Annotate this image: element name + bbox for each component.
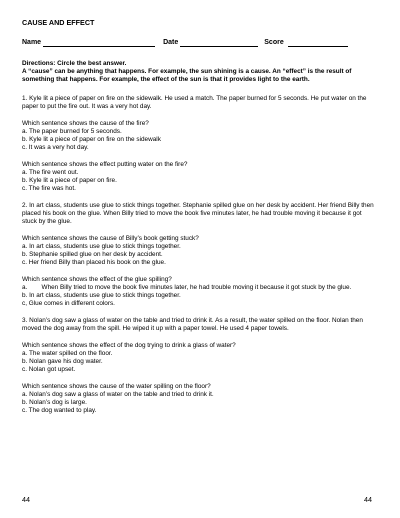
score-field[interactable] (288, 39, 348, 47)
directions-heading: Directions: Circle the best answer. (22, 60, 127, 67)
passage-3: 3. Nolan’s dog saw a glass of water on the table and tried to drink it. As a result, the water spilled on the floor. Nolan then moved the dog away from the spill. He wiped it up with a paper towel. He used 4 paper towels. (22, 317, 363, 332)
name-field[interactable] (43, 39, 155, 47)
directions (22, 60, 378, 84)
header-row (22, 38, 378, 47)
answer-option[interactable]: a. In art class, students use glue to stick things together. (22, 243, 181, 250)
answer-option[interactable]: a. Nolan’s dog saw a glass of water on the table and tried to drink it. (22, 391, 214, 398)
question-3 (22, 235, 378, 267)
answer-option[interactable]: b. In art class, students use glue to stick things together. (22, 292, 181, 299)
answer-option[interactable]: b. Nolan’s dog is large. (22, 399, 87, 406)
answer-option[interactable]: b. Nolan gave his dog water. (22, 358, 103, 365)
question-2 (22, 161, 378, 193)
answer-option[interactable]: c. The fire was hot. (22, 185, 76, 192)
question-text: Which sentence shows the cause of the fire? (22, 120, 149, 127)
answer-option[interactable]: c. It was a very hot day. (22, 144, 89, 151)
question-text: Which sentence shows the effect of the dog trying to drink a glass of water? (22, 342, 236, 349)
answer-option[interactable]: b. Stephanie spilled glue on her desk by accident. (22, 251, 163, 258)
score-label: Score (264, 39, 284, 46)
name-label: Name (22, 39, 42, 46)
question-text: Which sentence shows the cause of the water spilling on the floor? (22, 383, 211, 390)
question-1 (22, 120, 378, 152)
worksheet (22, 18, 378, 424)
date-field[interactable] (180, 39, 258, 47)
passage-1: 1. Kyle lit a piece of paper on fire on the sidewalk. He used a match. The paper burned for 5 seconds. He put water on the paper to put the fire out. It was a very hot day. (22, 95, 367, 110)
question-text: Which sentence shows the cause of Billy’s book getting stuck? (22, 235, 199, 242)
question-text: Which sentence shows the effect of the glue spilling? (22, 276, 172, 283)
page-number-right: 44 (364, 495, 372, 504)
answer-option[interactable]: c. The dog wanted to play. (22, 407, 97, 414)
answer-option[interactable]: c. Her friend Billy than placed his book on the glue. (22, 259, 166, 266)
question-5 (22, 342, 378, 374)
date-label: Date (163, 39, 179, 46)
question-4 (22, 276, 378, 308)
passage-2: 2. In art class, students use glue to stick things together. Stephanie spilled glue on her desk by accident. Her friend Billy then placed his book on the glue. When Billy tried to move the book five minutes later, he had trouble moving it because it got stuck by the glue. (22, 202, 374, 225)
answer-option[interactable]: c. Nolan got upset. (22, 366, 76, 373)
answer-option[interactable]: a. When Billy tried to move the book five minutes later, he had trouble moving it because it got stuck by the glue. (22, 284, 352, 291)
question-6 (22, 383, 378, 415)
answer-option[interactable]: a. The water spilled on the floor. (22, 350, 113, 357)
page-title: CAUSE AND EFFECT (22, 18, 95, 27)
answer-option[interactable]: a. The paper burned for 5 seconds. (22, 128, 122, 135)
directions-text: A “cause” can be anything that happens. For example, the sun shining is a cause. An “effect” is the result of something that happens. For example, the effect of the sun is that it provides light to the earth. (22, 68, 352, 83)
answer-option[interactable]: c, Glue comes in different colors. (22, 300, 115, 307)
answer-option[interactable]: b. Kyle lit a piece of paper on fire on the sidewalk (22, 136, 161, 143)
question-text: Which sentence shows the effect putting water on the fire? (22, 161, 188, 168)
page-number-left: 44 (22, 495, 30, 504)
answer-option[interactable]: b. Kyle lit a piece of paper on fire. (22, 177, 117, 184)
answer-option[interactable]: a. The fire went out. (22, 169, 79, 176)
